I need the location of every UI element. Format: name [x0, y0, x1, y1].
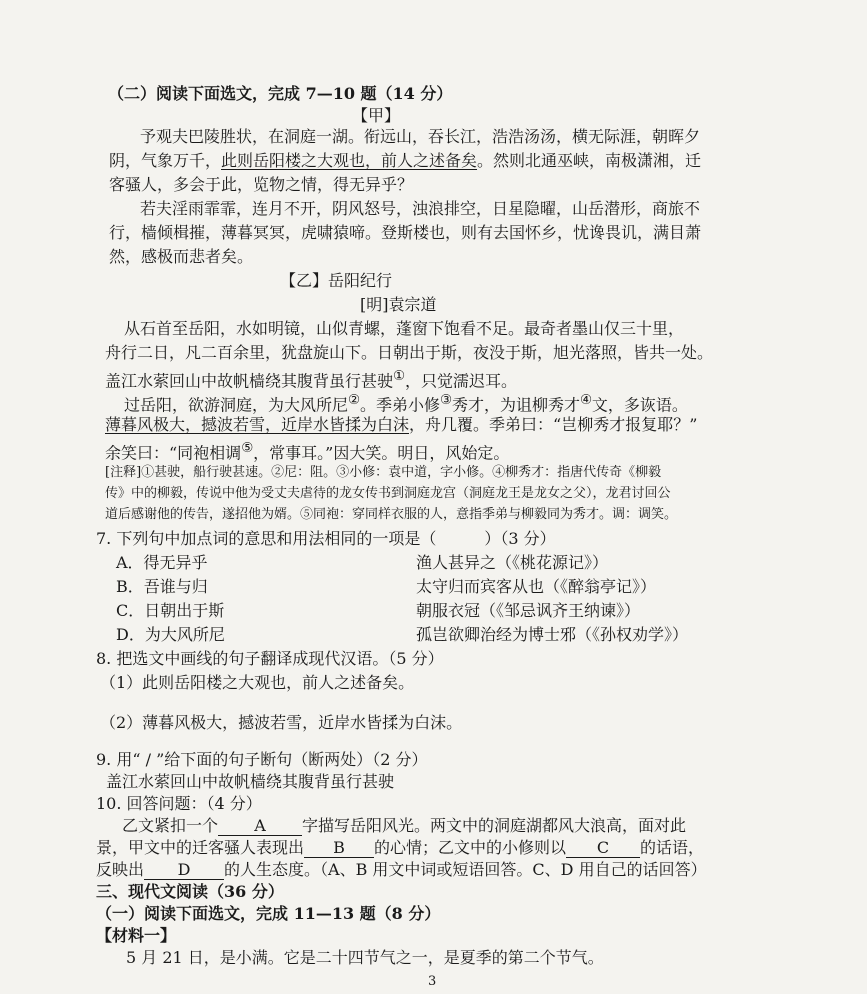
annotation-line: 道后感谢他的传告，遂招他为婿。⑤同袍：穿同样衣服的人，意指季弟与柳毅同为秀才。调：调笑。: [105, 507, 678, 522]
yi-author: [明]袁宗道: [360, 295, 437, 314]
answer-blank-c[interactable]: C: [566, 839, 640, 858]
page-number: 3: [428, 974, 437, 989]
q10-line: 乙文紧扣一个 A 字描写岳阳风光。两文中的洞庭湖都风大浪高，面对此: [122, 816, 687, 835]
material-label: 【材料一】: [96, 926, 177, 945]
jia-text-line: 予观夫巴陵胜状，在洞庭一湖。衔远山，吞长江，浩浩汤汤，横无际涯，朝晖夕: [140, 127, 701, 146]
annotation-line: 传》中的柳毅，传说中他为受丈夫虐待的龙女传书到洞庭龙宫（洞庭龙王是龙女之父），龙君讨回公: [105, 486, 671, 501]
yi-text-line: 薄暮风极大，撼波若雪，近岸水皆揉为白沫，舟几覆。季弟曰：“岂柳秀才报复耶？”: [105, 415, 698, 434]
jia-text-line: 阴，气象万千，此则岳阳楼之大观也，前人之述备矣。然则北通巫峡，南极潇湘，迁: [109, 151, 702, 170]
jia-text-line: 若夫淫雨霏霏，连月不开，阴风怒号，浊浪排空，日星隐曜，山岳潜形，商旅不: [140, 199, 701, 218]
question-7: 7. 下列句中加点词的意思和用法相同的一项是（ ）（3 分）: [96, 529, 556, 548]
jia-label: 【甲】: [352, 106, 401, 125]
yi-text-line: 舟行二日，凡二百余里，犹盘旋山下。日朝出于斯，夜没于斯，旭光落照，皆共一处。: [105, 343, 714, 362]
jia-text-line: 行，樯倾楫摧，薄暮冥冥，虎啸猿啼。登斯楼也，则有去国怀乡，忧谗畏讥，满目萧: [109, 223, 702, 242]
jia-text-line: 客骚人，多会于此，览物之情，得无异乎？: [109, 175, 414, 194]
q7-option: D．为大风所尼 孤岂欲卿治经为博士邪（《孙权劝学》）: [116, 625, 689, 644]
q10-line: 景，甲文中的迁客骚人表现出 B 的心情；乙文中的小修则以 C 的话语，: [96, 838, 705, 857]
q7-option: C．日朝出于斯 朝服衣冠（《邹忌讽齐王纳谏》）: [116, 601, 641, 620]
question-10: 10. 回答问题：（4 分）: [96, 794, 262, 813]
q7-option: A．得无异乎 渔人甚异之（《桃花源记》）: [116, 553, 609, 572]
answer-blank-b[interactable]: B: [304, 839, 374, 858]
answer-blank-a[interactable]: A: [218, 817, 302, 836]
answer-blank-d[interactable]: D: [144, 861, 224, 880]
yi-text-line: 从石首至岳阳，水如明镜，山似青螺，蓬窗下饱看不足。最奇者墨山仅三十里，: [124, 319, 685, 338]
yi-text-line: 盖江水萦回山中故帆樯绕其腹背虽行甚驶①，只觉濡迟耳。: [105, 369, 517, 391]
annotation-line: [注释]①甚驶，船行驶甚速。②尼：阻。③小修：袁中道，字小修。④柳秀才：指唐代传奇《柳毅: [105, 465, 662, 480]
question-9: 9. 用“ / ”给下面的句子断句（断两处）（2 分）: [96, 750, 428, 769]
q9-sentence: 盖江水萦回山中故帆樯绕其腹背虽行甚驶: [106, 772, 395, 791]
q8-item-2: （2）薄暮风极大，撼波若雪，近岸水皆揉为白沫。: [100, 713, 463, 732]
underlined-sentence: 此则岳阳楼之大观也，前人之述备矣: [221, 151, 478, 170]
yi-title: 【乙】岳阳纪行: [280, 271, 393, 290]
q7-option: B．吾谁与归 太守归而宾客从也（《醉翁亭记》）: [116, 577, 657, 596]
yi-text-line: 过岳阳，欲游洞庭，为大风所尼②。季弟小修③秀才，为诅柳秀才④文，多诙语。: [124, 393, 688, 415]
underlined-sentence: 薄暮风极大，撼波若雪，近岸水皆揉为白沫: [105, 415, 410, 434]
section-title-classical: （二）阅读下面选文，完成 7—10 题（14 分）: [108, 84, 453, 103]
section-title-modern: 三、现代文阅读（36 分）: [96, 882, 284, 901]
q10-line: 反映出 D 的人生态度。（A、B 用文中词或短语回答。C、D 用自己的话回答）: [96, 860, 707, 879]
q8-item-1: （1）此则岳阳楼之大观也，前人之述备矣。: [100, 673, 415, 692]
yi-text-line: 余笑曰：“同袍相调⑤，常事耳。”因大笑。明日，风始定。: [105, 441, 510, 463]
section-subtitle-modern: （一）阅读下面选文，完成 11—13 题（8 分）: [96, 904, 441, 923]
question-8: 8. 把选文中画线的句子翻译成现代汉语。（5 分）: [96, 649, 444, 668]
jia-text-line: 然，感极而悲者矣。: [109, 247, 254, 266]
material-text-line: 5 月 21 日，是小满。它是二十四节气之一，是夏季的第二个节气。: [126, 948, 604, 967]
